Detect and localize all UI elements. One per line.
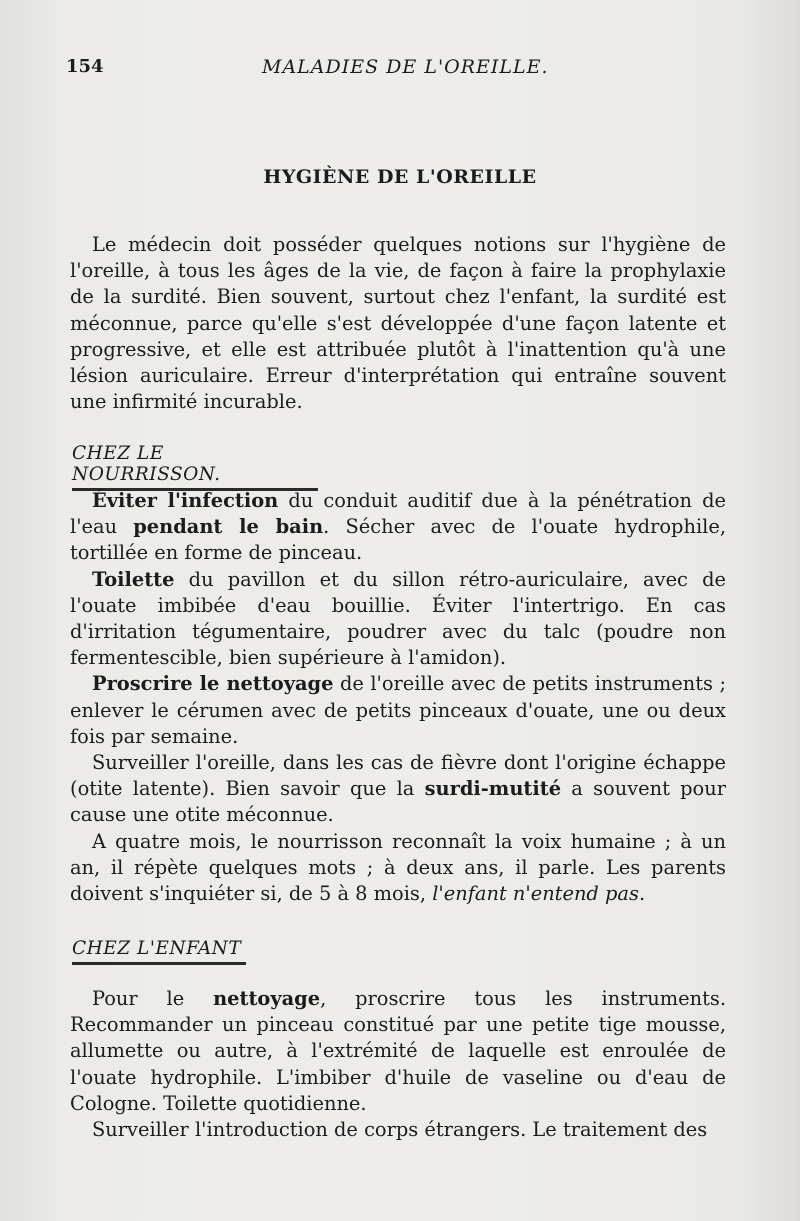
text-run: . Sécher avec de l'ouate hydrophile, tortillée en forme de pinceau. — [70, 515, 726, 565]
running-title: MALADIES DE L'OREILLE. — [262, 56, 549, 78]
bold-term: Proscrire le nettoyage — [92, 672, 334, 696]
paragraph-quatre-mois — [70, 829, 726, 908]
subheading-underline — [72, 962, 246, 965]
section-title: HYGIÈNE DE L'OREILLE — [263, 166, 537, 188]
paragraph-toilette — [70, 567, 726, 672]
text-run: , proscrire tous les instruments. Recommander un pinceau constitué par une petite tige mousse, allumette ou autre, à l'extrémité de laquelle est enroulée de l'ouate hydrophile. L'imbiber d'huile de vaseline ou d'eau de Cologne. Toilette quotidienne. — [70, 987, 726, 1115]
intro-paragraph: Le médecin doit posséder quelques notions sur l'hygiène de l'oreille, à tous les âges de la vie, de façon à faire la prophylaxie de la surdité. Bien souvent, surtout chez l'enfant, la surdité est méconnue, parce qu'elle s'est développée d'une façon latente et progressive, et elle est attribuée plutôt à l'inattention qu'à une lésion auriculaire. Erreur d'interprétation qui entraîne souvent une infirmité incurable. — [70, 233, 726, 414]
text-run: Pour le — [92, 987, 214, 1010]
bold-term: surdi-mutité — [424, 777, 562, 801]
page-number: 154 — [66, 56, 104, 77]
text-run: Surveiller l'introduction de corps étrangers. Le traitement des — [92, 1118, 708, 1142]
page-header — [66, 56, 726, 86]
paragraph-corps-etrangers — [70, 1117, 726, 1143]
bold-term: pendant le bain — [133, 515, 324, 539]
nourrisson-section — [70, 488, 726, 907]
paragraph-nettoyage — [70, 671, 726, 750]
italic-phrase: l'enfant n'entend pas — [432, 882, 639, 906]
text-run: A quatre mois, le nourrisson reconnaît la voix humaine ; à un an, il répète quelques mots ; à deux ans, il parle. Les parents doivent s'inquiéter si, de 5 à 8 mois, — [70, 829, 726, 906]
bold-term: nettoyage — [213, 987, 321, 1010]
text-run: du conduit auditif due à la pénétration de l'eau — [70, 489, 726, 539]
text-run: . — [638, 882, 646, 906]
paragraph-infection — [70, 488, 726, 567]
enfant-section — [70, 986, 726, 1143]
subheading-nourrisson — [72, 443, 318, 491]
text-run: de l'oreille avec de petits instruments ; enlever le cérumen avec de petits pinceaux d'ouate, une ou deux fois par semaine. — [70, 672, 726, 748]
bold-term: Éviter l'infection — [92, 489, 279, 512]
subheading-enfant — [72, 938, 246, 965]
text-run: a souvent pour cause une otite méconnue. — [70, 777, 726, 827]
paragraph-surveiller — [70, 750, 726, 829]
text-run: Surveiller l'oreille, dans les cas de fièvre dont l'origine échappe (otite latente). Bien savoir que la — [70, 751, 726, 801]
subheading-enfant-text: CHEZ L'ENFANT — [72, 938, 242, 959]
paragraph-nettoyage-enfant — [70, 986, 726, 1117]
intro-paragraph-block — [70, 232, 726, 415]
bold-term: Toilette — [92, 567, 175, 591]
subheading-nourrisson-text: CHEZ LE NOURRISSON. — [72, 443, 221, 485]
text-run: du pavillon et du sillon rétro-auriculaire, avec de l'ouate imbibée d'eau bouillie. Éviter l'intertrigo. En cas d'irritation tégumentaire, poudrer avec du talc (poudre non fermentescible, bien supérieure à l'amidon). — [70, 567, 726, 670]
